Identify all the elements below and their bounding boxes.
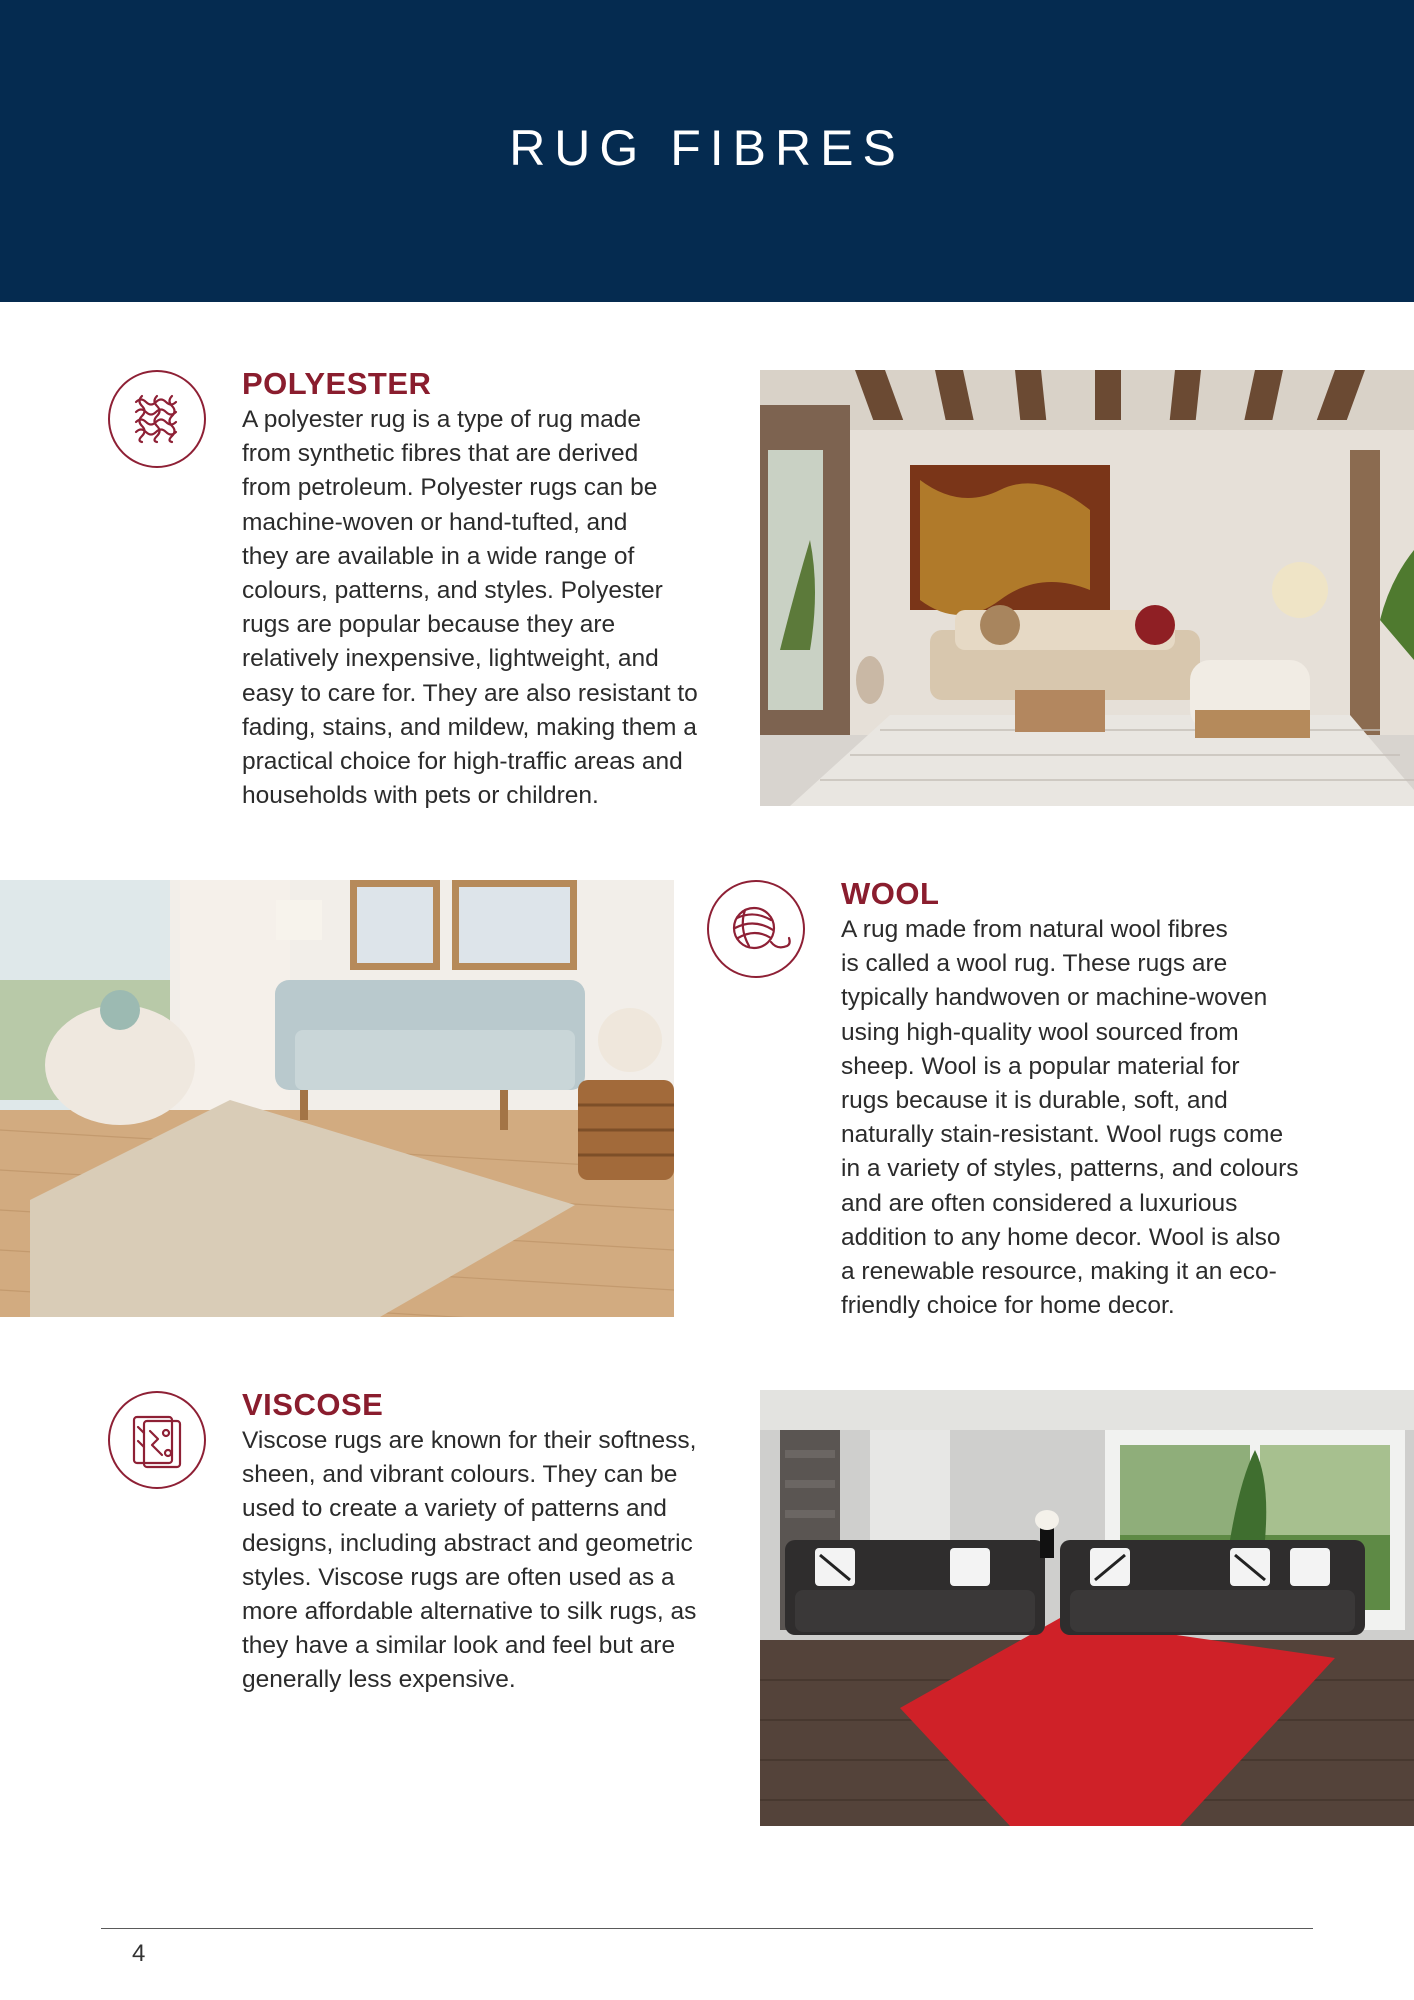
page-number: 4 (132, 1940, 146, 1967)
text-line: typically handwoven or machine-woven (841, 984, 1268, 1012)
text-line: styles. Viscose rugs are often used as a (242, 1563, 675, 1591)
text-line: machine-woven or hand-tufted, and (242, 508, 628, 536)
text-line: is called a wool rug. These rugs are (841, 950, 1228, 978)
text-line: friendly choice for home decor. (841, 1292, 1175, 1320)
text-line: sheen, and vibrant colours. They can be (242, 1461, 678, 1489)
section-heading-viscose: VISCOSE (242, 1387, 384, 1422)
text-line: A rug made from natural wool fibres (841, 916, 1228, 943)
text-line: a renewable resource, making it an eco- (841, 1258, 1277, 1286)
text-line: fading, stains, and mildew, making them a (242, 713, 697, 741)
text-line: from petroleum. Polyester rugs can be (242, 474, 658, 502)
text-line: sheep. Wool is a popular material for (841, 1052, 1240, 1080)
text-line: Viscose rugs are known for their softness, (242, 1427, 697, 1454)
text-line: rugs are popular because they are (242, 611, 616, 639)
fabric-swatch-icon (108, 1391, 206, 1489)
living-room-photo-polyester (760, 370, 1414, 806)
living-room-photo-wool (0, 880, 674, 1317)
text-line: rugs because it is durable, soft, and (841, 1087, 1228, 1115)
text-line: naturally stain-resistant. Wool rugs come (841, 1121, 1284, 1149)
footer-divider (101, 1928, 1313, 1929)
text-line: A polyester rug is a type of rug made (242, 406, 642, 433)
polyester-description (242, 403, 698, 813)
text-line: generally less expensive. (242, 1666, 516, 1694)
section-heading-polyester: POLYESTER (242, 366, 432, 401)
text-line: more affordable alternative to silk rugs, as (242, 1598, 697, 1626)
text-line: relatively inexpensive, lightweight, and (242, 645, 659, 673)
text-line: they have a similar look and feel but are (242, 1632, 676, 1660)
viscose-description (242, 1424, 696, 1698)
section-heading-wool: WOOL (841, 876, 940, 911)
header-banner (0, 0, 1414, 302)
text-line: easy to care for. They are also resistant to (242, 679, 698, 707)
text-line: addition to any home decor. Wool is also (841, 1223, 1281, 1251)
text-line: households with pets or children. (242, 782, 599, 810)
text-line: used to create a variety of patterns and (242, 1495, 667, 1523)
text-line: they are available in a wide range of (242, 542, 635, 570)
woven-fibre-icon (108, 370, 206, 468)
wool-description (841, 913, 1299, 1323)
text-line: in a variety of styles, patterns, and colours (841, 1155, 1299, 1183)
text-line: designs, including abstract and geometric (242, 1529, 693, 1557)
living-room-photo-viscose (760, 1390, 1414, 1826)
text-line: practical choice for high-traffic areas and (242, 748, 683, 776)
text-line: using high-quality wool sourced from (841, 1018, 1239, 1046)
text-line: colours, patterns, and styles. Polyester (242, 577, 663, 605)
page-title: RUG FIBRES (509, 120, 905, 176)
text-line: from synthetic fibres that are derived (242, 440, 639, 468)
yarn-ball-icon (707, 880, 805, 978)
text-line: and are often considered a luxurious (841, 1189, 1238, 1217)
